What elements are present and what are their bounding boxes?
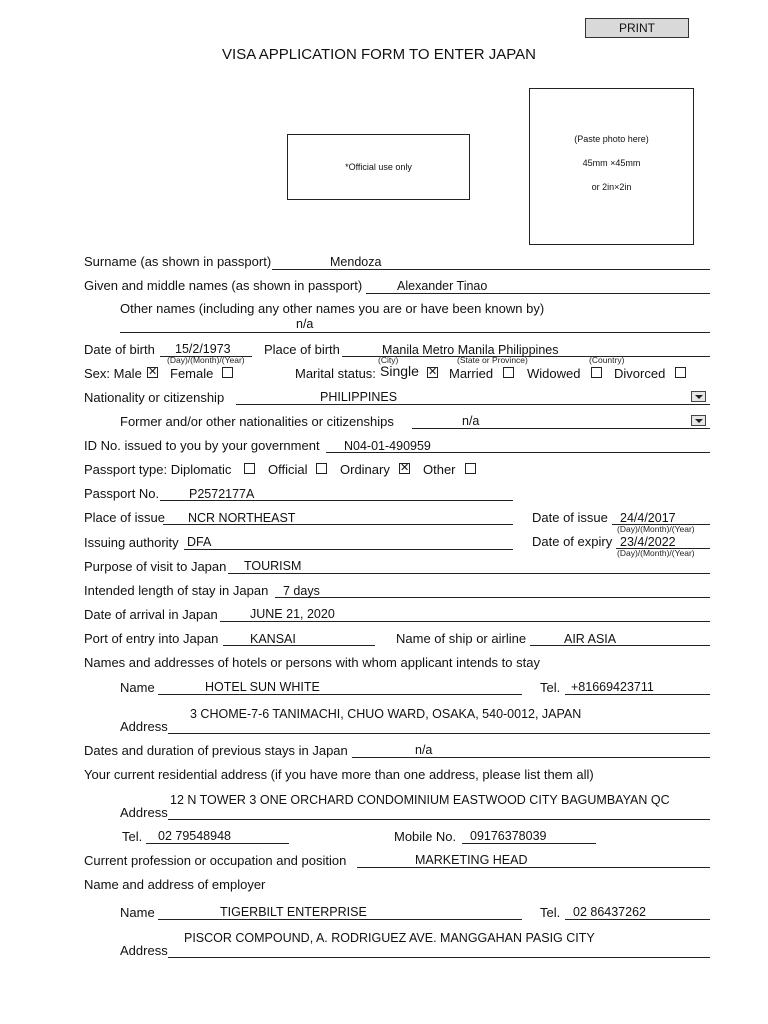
hotel-tel-field[interactable]: +81669423711 — [571, 680, 654, 694]
employer-tel-label: Tel. — [540, 905, 561, 920]
former-nationality-line — [412, 428, 710, 429]
current-address-field[interactable]: 12 N TOWER 3 ONE ORCHARD CONDOMINIUM EASTWOOD CITY BAGUMBAYAN QC — [170, 793, 670, 807]
date-of-issue-field[interactable]: 24/4/2017 — [620, 511, 676, 525]
issuing-authority-label: Issuing authority — [84, 535, 179, 550]
port-of-entry-line — [223, 645, 375, 646]
profession-field[interactable]: MARKETING HEAD — [415, 853, 528, 867]
nationality-dropdown-icon[interactable] — [691, 391, 706, 402]
employer-address-field[interactable]: PISCOR COMPOUND, A. RODRIGUEZ AVE. MANGGAHAN PASIG CITY — [184, 931, 595, 945]
nationality-line — [236, 404, 710, 405]
date-of-issue-label: Date of issue — [532, 510, 608, 525]
port-of-entry-field[interactable]: KANSAI — [250, 632, 296, 646]
single-checkbox[interactable]: ✕ — [428, 366, 438, 378]
employer-label: Name and address of employer — [84, 877, 266, 892]
surname-field[interactable]: Mendoza — [330, 255, 382, 269]
ship-airline-field[interactable]: AIR ASIA — [564, 632, 617, 646]
pob-field[interactable]: Manila Metro Manila Philippines — [382, 343, 559, 357]
diplomatic-checkbox[interactable] — [244, 463, 255, 474]
employer-address-label: Address — [120, 943, 168, 958]
issuing-authority-line — [184, 549, 513, 550]
nationality-label: Nationality or citizenship — [84, 390, 225, 405]
hotel-tel-label: Tel. — [540, 680, 561, 695]
ordinary-label: Ordinary — [340, 462, 390, 477]
port-of-entry-label: Port of entry into Japan — [84, 631, 219, 646]
pob-city-hint: (City) — [378, 355, 399, 365]
widowed-label: Widowed — [527, 366, 581, 381]
employer-tel-field[interactable]: 02 86437262 — [573, 905, 646, 919]
married-label: Married — [449, 366, 494, 381]
current-address-label: Your current residential address (if you have more than one address, please list them all) — [84, 767, 594, 782]
divorced-label: Divorced — [614, 366, 666, 381]
passport-no-label: Passport No. — [84, 486, 160, 501]
form-title: VISA APPLICATION FORM TO ENTER JAPAN — [222, 46, 536, 63]
other-names-line — [120, 332, 710, 333]
dob-field[interactable]: 15/2/1973 — [175, 342, 231, 356]
mobile-label: Mobile No. — [394, 829, 457, 844]
passport-no-field[interactable]: P2572177A — [189, 487, 255, 501]
previous-stays-field[interactable]: n/a — [415, 743, 433, 757]
employer-address-line — [168, 957, 710, 958]
marital-label: Marital status: — [295, 366, 376, 381]
other-checkbox[interactable] — [465, 463, 476, 474]
profession-line — [357, 867, 710, 868]
nationality-field[interactable]: PHILIPPINES — [320, 390, 398, 404]
sex-female-checkbox[interactable] — [222, 367, 233, 378]
surname-label: Surname (as shown in passport) — [84, 254, 272, 269]
divorced-checkbox[interactable] — [675, 367, 686, 378]
date-of-expiry-hint: (Day)/(Month)/(Year) — [617, 548, 695, 558]
purpose-field[interactable]: TOURISM — [244, 559, 302, 573]
employer-name-label: Name — [120, 905, 155, 920]
employer-name-field[interactable]: TIGERBILT ENTERPRISE — [220, 905, 367, 919]
official-use-box — [287, 134, 470, 200]
ship-airline-line — [530, 645, 710, 646]
ship-airline-label: Name of ship or airline — [396, 631, 527, 646]
pob-state-hint: (State or Province) — [457, 355, 528, 365]
hotel-address-line — [168, 733, 710, 734]
married-checkbox[interactable] — [503, 367, 514, 378]
former-nationality-dropdown-icon[interactable] — [691, 415, 706, 426]
official-label: Official — [268, 462, 308, 477]
former-nationality-field[interactable]: n/a — [462, 414, 480, 428]
single-label: Single — [380, 363, 419, 379]
length-of-stay-line — [275, 597, 710, 598]
dob-label: Date of birth — [84, 342, 155, 357]
sex-male-checkbox[interactable]: ✕ — [148, 366, 158, 378]
current-address-address-label: Address — [120, 805, 168, 820]
id-no-label: ID No. issued to you by your government — [84, 438, 320, 453]
photo-text-2: 45mm ×45mm — [582, 158, 641, 168]
id-no-field[interactable]: N04-01-490959 — [344, 439, 431, 453]
previous-stays-label: Dates and duration of previous stays in Japan — [84, 743, 348, 758]
hotels-label: Names and addresses of hotels or persons with whom applicant intends to stay — [84, 655, 540, 670]
date-of-issue-hint: (Day)/(Month)/(Year) — [617, 524, 695, 534]
print-button[interactable]: PRINT — [585, 18, 689, 38]
hotel-address-field[interactable]: 3 CHOME-7-6 TANIMACHI, CHUO WARD, OSAKA, 540-0012, JAPAN — [190, 707, 582, 721]
passport-type-label: Passport type: Diplomatic — [84, 462, 232, 477]
other-names-label: Other names (including any other names you are or have been known by) — [120, 301, 545, 316]
place-of-issue-label: Place of issue — [84, 510, 165, 525]
given-names-label: Given and middle names (as shown in passport) — [84, 278, 363, 293]
issuing-authority-field[interactable]: DFA — [187, 535, 212, 549]
pob-country-hint: (Country) — [589, 355, 625, 365]
place-of-issue-field[interactable]: NCR NORTHEAST — [188, 511, 296, 525]
former-nationality-label: Former and/or other nationalities or citizenships — [120, 414, 394, 429]
photo-box — [529, 88, 694, 245]
hotel-name-field[interactable]: HOTEL SUN WHITE — [205, 680, 320, 694]
purpose-label: Purpose of visit to Japan — [84, 559, 227, 574]
arrival-date-label: Date of arrival in Japan — [84, 607, 218, 622]
profession-label: Current profession or occupation and position — [84, 853, 347, 868]
date-of-expiry-field[interactable]: 23/4/2022 — [620, 535, 676, 549]
current-address-line — [168, 819, 710, 820]
sex-female-label: Female — [170, 366, 214, 381]
widowed-checkbox[interactable] — [591, 367, 602, 378]
length-of-stay-field[interactable]: 7 days — [283, 584, 320, 598]
mobile-field[interactable]: 09176378039 — [470, 829, 547, 843]
ordinary-checkbox[interactable]: ✕ — [400, 462, 410, 474]
photo-text-3: or 2in×2in — [591, 182, 632, 192]
home-tel-label: Tel. — [122, 829, 143, 844]
other-label: Other — [423, 462, 456, 477]
sex-label: Sex: Male — [84, 366, 142, 381]
hotel-address-label: Address — [120, 719, 168, 734]
dob-hint: (Day)/(Month)/(Year) — [167, 355, 245, 365]
given-names-field[interactable]: Alexander Tinao — [397, 279, 488, 293]
arrival-date-field[interactable]: JUNE 21, 2020 — [250, 607, 335, 621]
hotel-name-label: Name — [120, 680, 155, 695]
length-of-stay-label: Intended length of stay in Japan — [84, 583, 269, 598]
previous-stays-line — [352, 757, 710, 758]
official-use-text: *Official use only — [345, 162, 412, 172]
home-tel-field[interactable]: 02 79548948 — [158, 829, 231, 843]
other-names-field[interactable]: n/a — [296, 317, 314, 331]
official-checkbox[interactable] — [316, 463, 327, 474]
pob-label: Place of birth — [264, 342, 340, 357]
date-of-expiry-label: Date of expiry — [532, 534, 613, 549]
photo-text-1: (Paste photo here) — [574, 134, 649, 144]
